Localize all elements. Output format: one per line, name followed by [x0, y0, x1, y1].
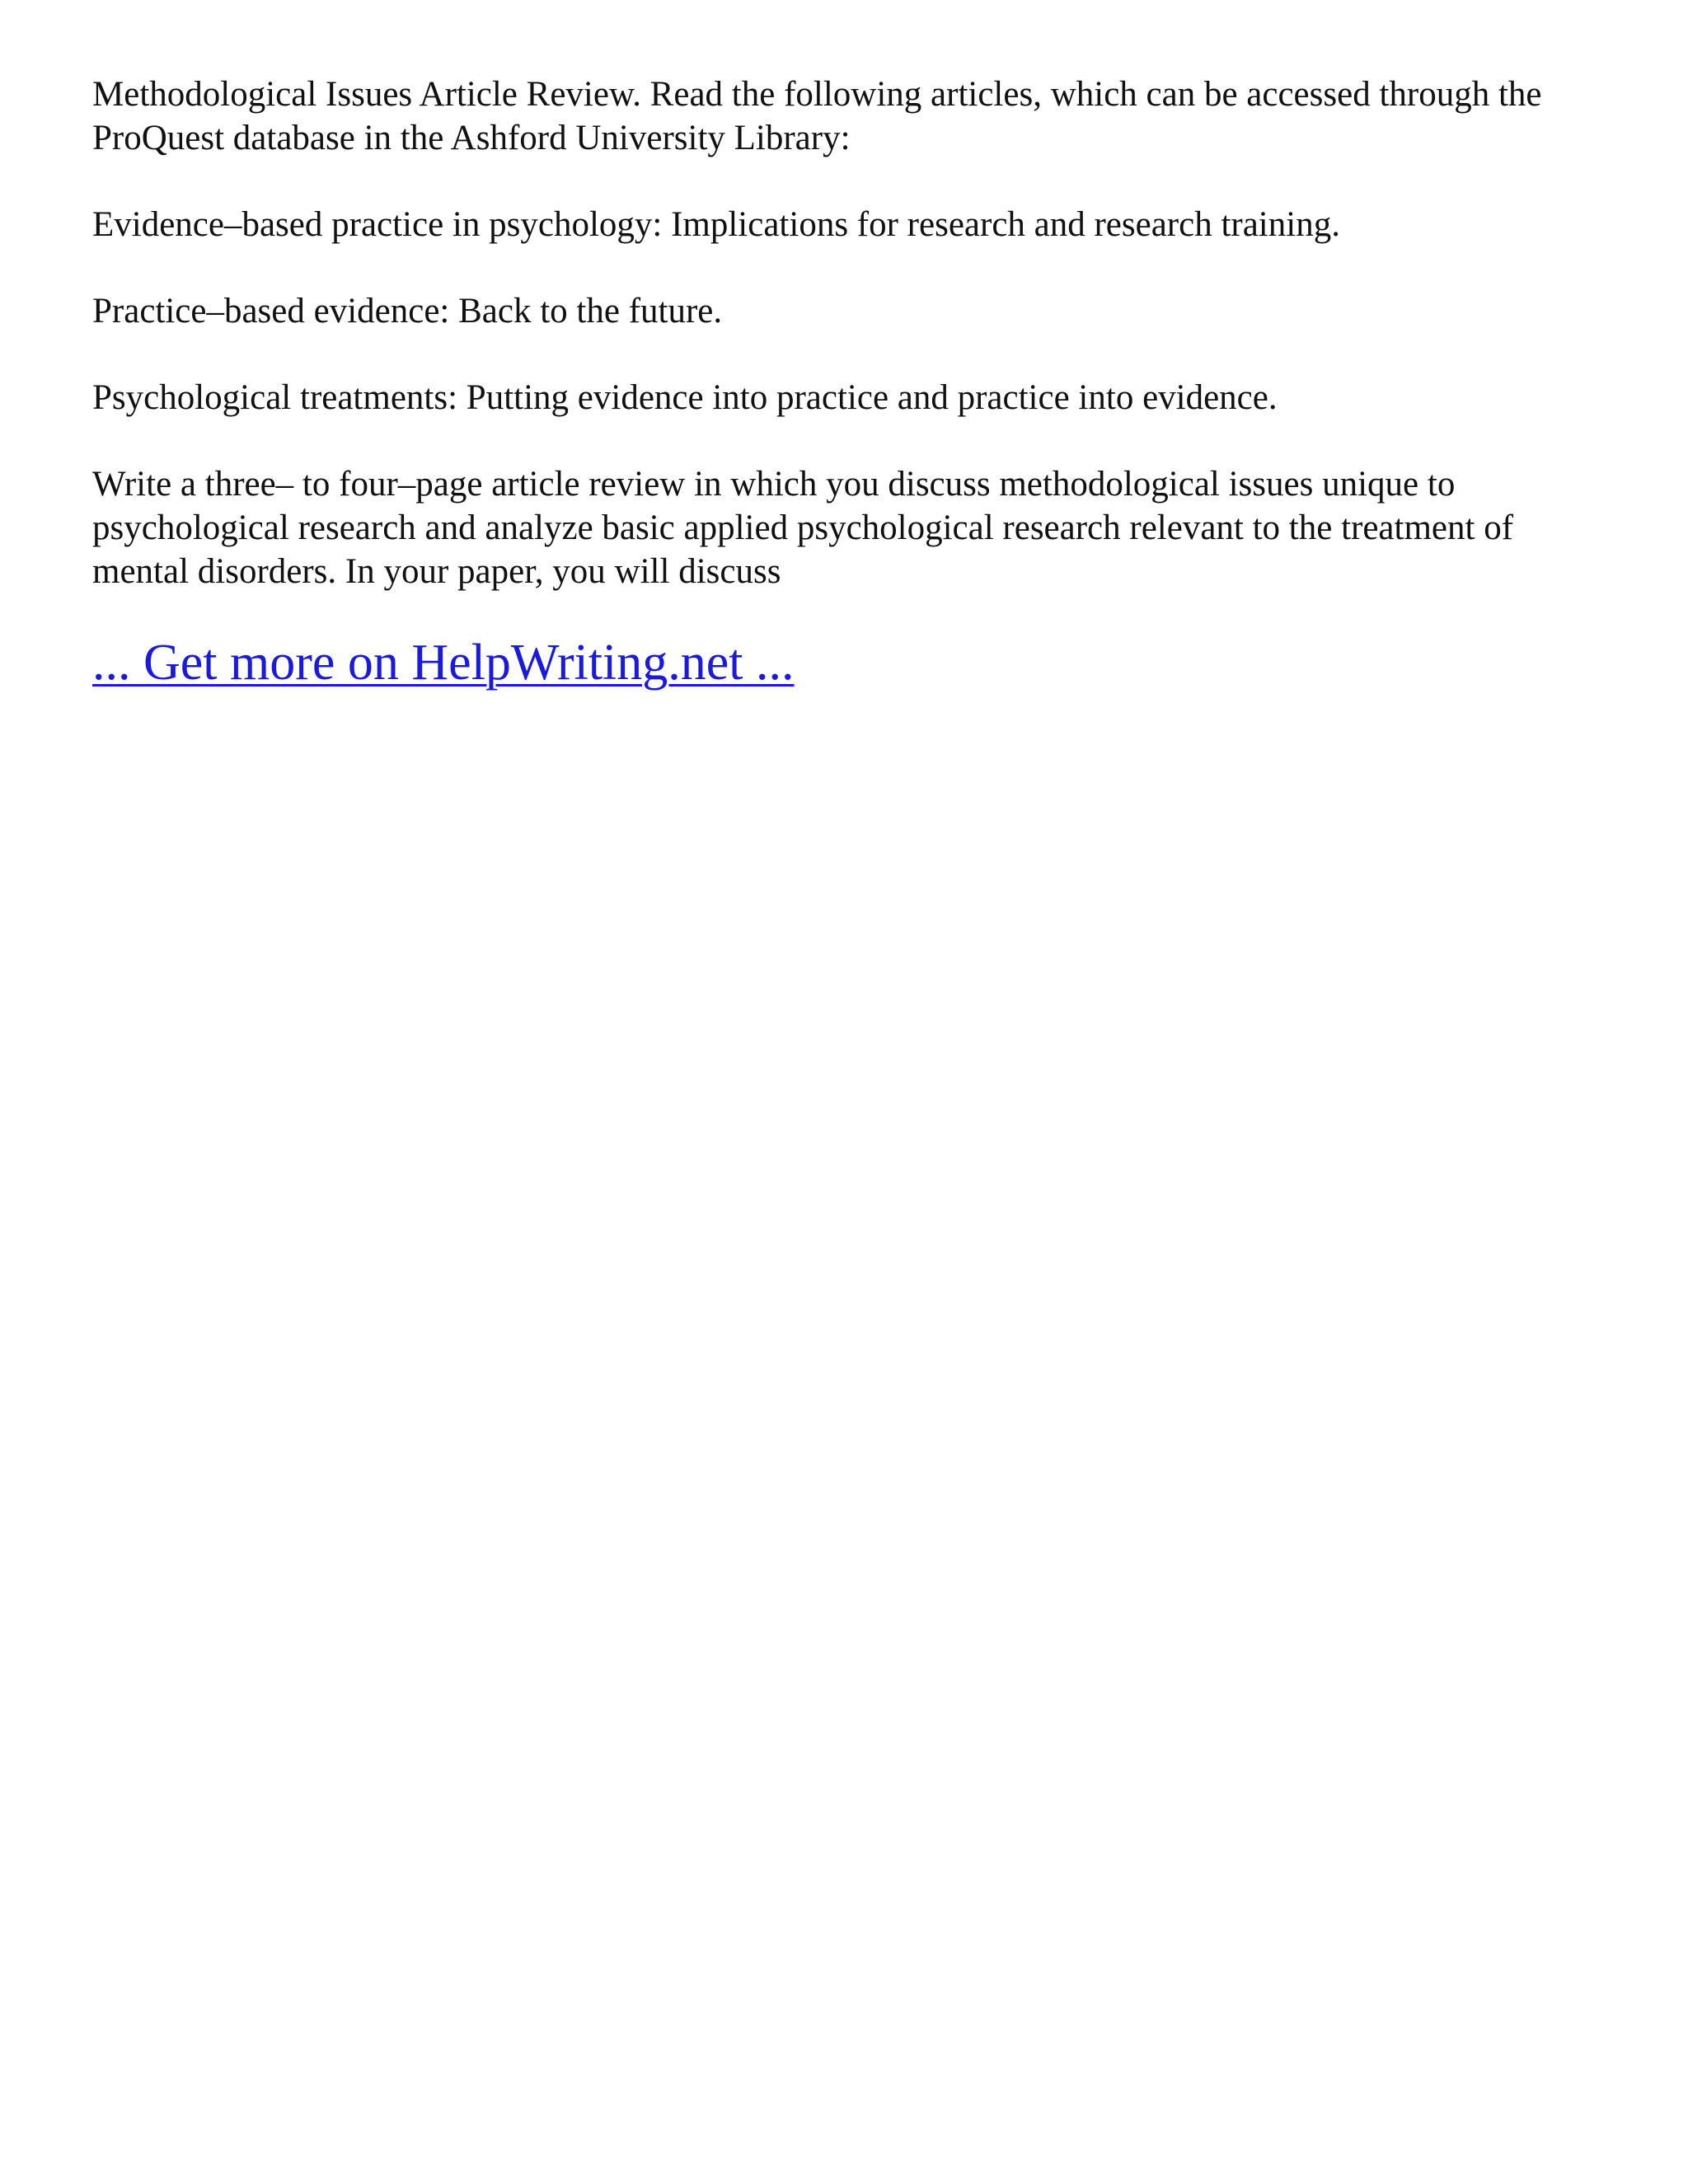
- get-more-link[interactable]: ... Get more on HelpWriting.net ...: [92, 635, 795, 691]
- article-title-2: Practice–based evidence: Back to the future.: [92, 292, 723, 330]
- assignment-paragraph: Write a three– to four–page article review in which you discuss methodological issues unique to psychological research and analyze basic applied psychological research relevant to the treatment of mental disorders. In your paper, you will discuss: [92, 465, 1514, 591]
- article-title-1: Evidence–based practice in psychology: Implications for research and research training.: [92, 205, 1340, 244]
- document-body: [92, 73, 1601, 692]
- intro-paragraph: Methodological Issues Article Review. Read the following articles, which can be accessed through the ProQuest database in the Ashford University Library:: [92, 75, 1542, 157]
- article-title-3: Psychological treatments: Putting evidence into practice and practice into evidence.: [92, 378, 1278, 417]
